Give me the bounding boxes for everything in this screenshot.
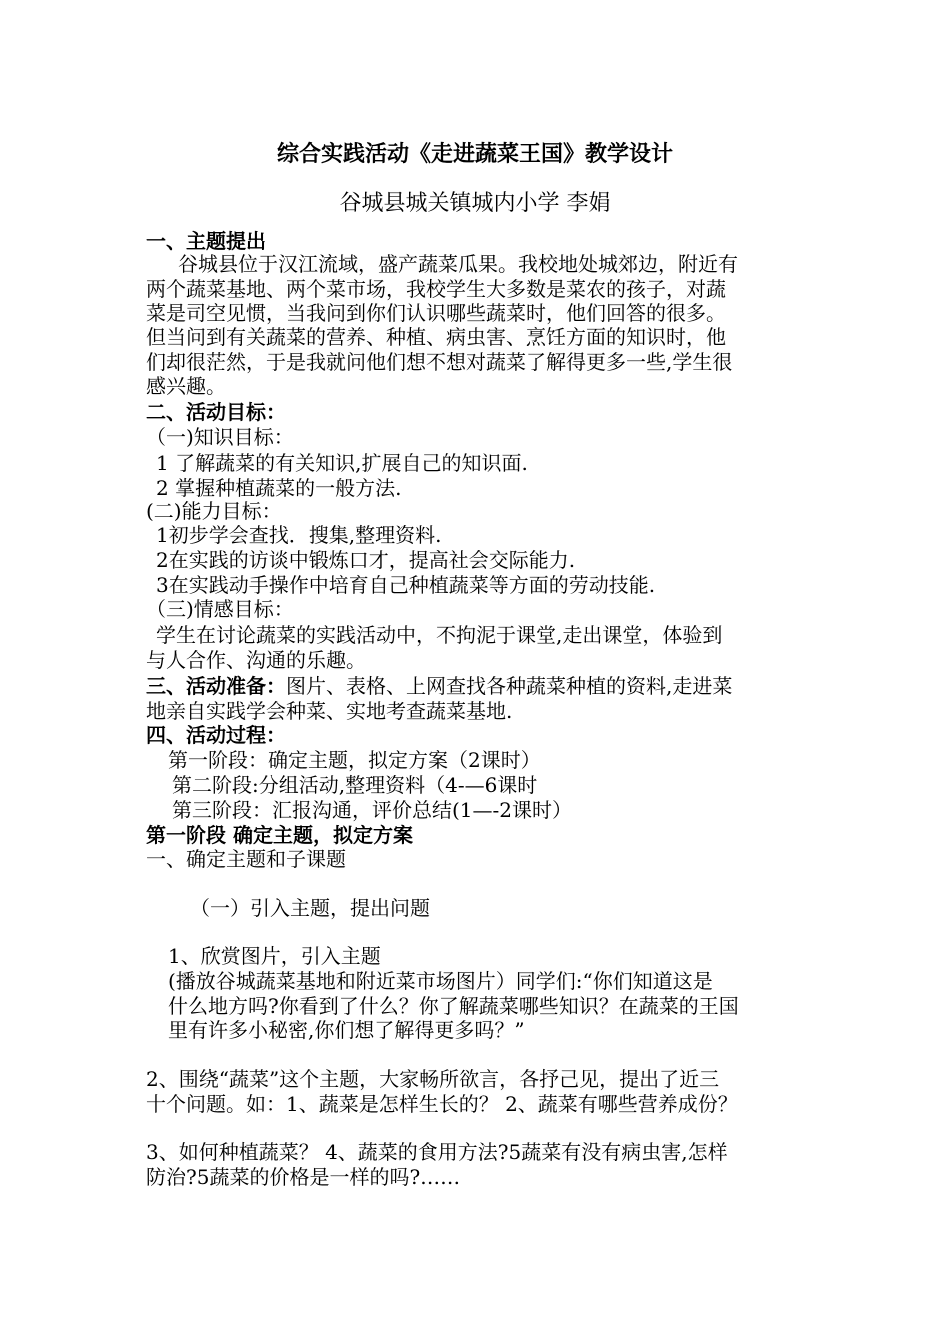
section-heading-4: 四、活动过程： xyxy=(146,723,286,747)
paragraph-line: 什么地方吗?你看到了什么？你了解蔬菜哪些知识？在蔬菜的王国 xyxy=(168,994,739,1018)
subsection-heading: 一、确定主题和子课题 xyxy=(146,847,346,871)
paragraph-line: 菜是司空见惯，当我问到你们认识哪些蔬菜时，他们回答的很多。 xyxy=(146,301,726,325)
paragraph-line: 两个蔬菜基地、两个菜市场，我校学生大多数是菜农的孩子，对蔬 xyxy=(146,277,726,301)
list-item: 2在实践的访谈中锻炼口才，提高社会交际能力. xyxy=(156,548,576,572)
list-item: 1初步学会查找．搜集,整理资料. xyxy=(156,523,442,547)
paragraph-line: (播放谷城蔬菜基地和附近菜市场图片）同学们:“你们知道这是 xyxy=(168,969,713,993)
paragraph-line: 谷城县位于汉江流域，盛产蔬菜瓜果。我校地处城郊边，附近有 xyxy=(178,252,738,276)
subsection-heading: （三)情感目标： xyxy=(146,597,294,621)
paragraph-line: 们却很茫然，于是我就问他们想不想对蔬菜了解得更多一些,学生很 xyxy=(146,350,733,374)
paragraph-line: 地亲自实践学会种菜、实地考查蔬菜基地. xyxy=(146,699,513,723)
paragraph-text: 图片、表格、上网查找各种蔬菜种植的资料,走进菜 xyxy=(286,674,733,698)
section-heading-3: 三、活动准备： xyxy=(146,674,286,698)
list-item: 2 掌握种植蔬菜的一般方法. xyxy=(156,476,402,500)
stage-line: 第三阶段：汇报沟通，评价总结(1—-2课时） xyxy=(172,798,573,822)
list-item: 1、欣赏图片，引入主题 xyxy=(168,944,381,968)
section-3-line xyxy=(146,673,732,699)
paragraph-line: 但当问到有关蔬菜的营养、种植、病虫害、烹饪方面的知识时，他 xyxy=(146,325,726,349)
document-author: 谷城县城关镇城内小学 李娟 xyxy=(339,191,611,216)
paragraph-line: 3、如何种植蔬菜？ 4、蔬菜的食用方法?5蔬菜有没有病虫害,怎样 xyxy=(146,1140,728,1164)
stage-line: 第二阶段:分组活动,整理资料（4-—6课时 xyxy=(172,773,538,797)
paragraph-line: 感兴趣。 xyxy=(146,374,226,398)
stage1-heading: 第一阶段 确定主题，拟定方案 xyxy=(146,823,413,847)
list-item: 3在实践动手操作中培育自己种植蔬菜等方面的劳动技能. xyxy=(156,573,656,597)
paragraph-line: 2、围绕“蔬菜”这个主题，大家畅所欲言，各抒己见，提出了近三 xyxy=(146,1067,720,1091)
paragraph-line: 十个问题。如：1、蔬菜是怎样生长的？ 2、蔬菜有哪些营养成份？ xyxy=(146,1092,738,1116)
subsection-heading: (二)能力目标： xyxy=(146,499,282,523)
paragraph-line: 里有许多小秘密,你们想了解得更多吗？” xyxy=(168,1018,525,1042)
paragraph-line: 与人合作、沟通的乐趣。 xyxy=(146,648,366,672)
paragraph-line: 防治?5蔬菜的价格是一样的吗?…… xyxy=(146,1165,461,1189)
list-item: 1 了解蔬菜的有关知识,扩展自己的知识面. xyxy=(156,451,528,475)
paragraph-line: 学生在讨论蔬菜的实践活动中，不拘泥于课堂,走出课堂，体验到 xyxy=(156,623,723,647)
document-title: 综合实践活动《走进蔬菜王国》教学设计 xyxy=(276,142,673,167)
subsection-heading: （一)知识目标： xyxy=(146,425,294,449)
section-heading-2: 二、活动目标： xyxy=(146,400,286,424)
subsection-heading: （一）引入主题，提出问题 xyxy=(190,896,430,920)
stage-line: 第一阶段：确定主题，拟定方案（2课时） xyxy=(168,748,541,772)
section-heading-1: 一、主题提出 xyxy=(146,229,266,253)
